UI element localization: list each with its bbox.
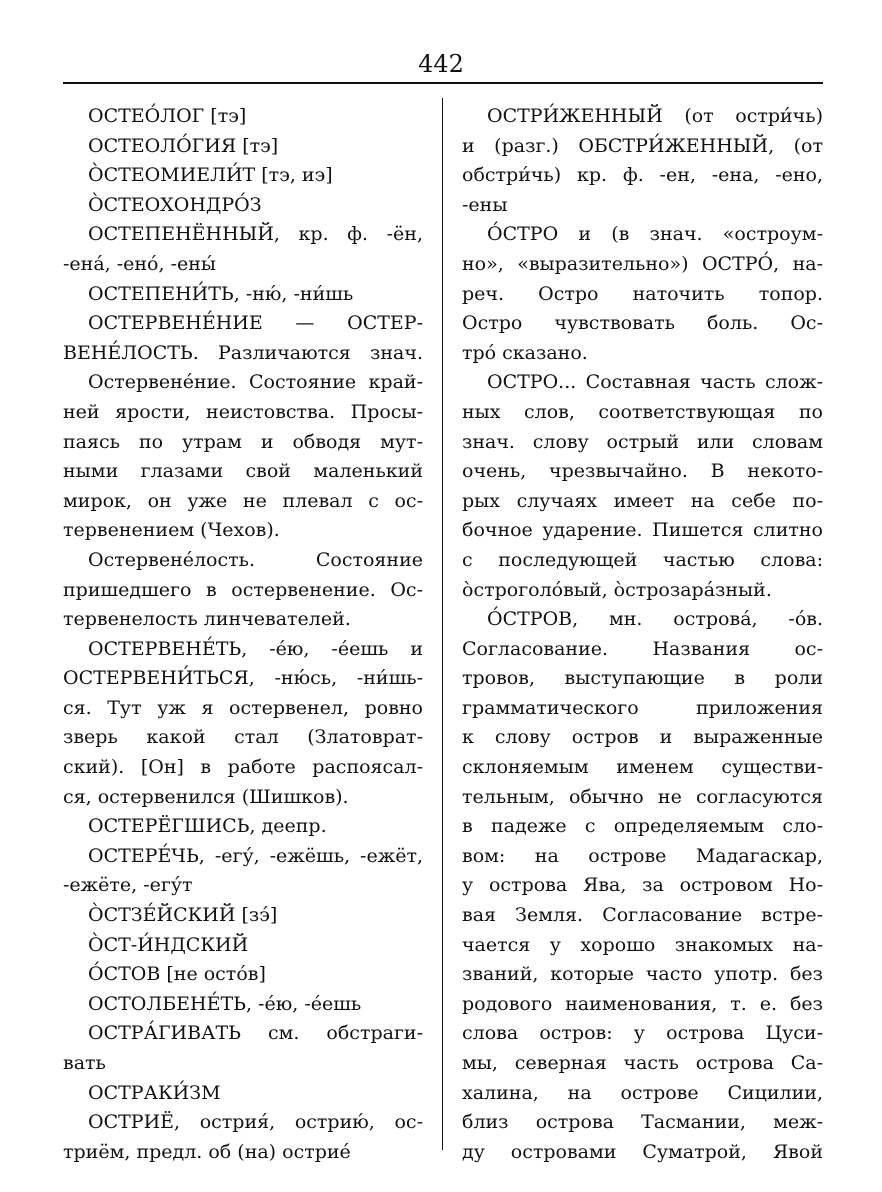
text-line: мы, северная часть острова Са- [462, 1052, 823, 1074]
left-column [63, 102, 423, 1167]
text-line: -ены [462, 193, 508, 216]
text-line: ОСТРАКИ́ЗМ [88, 1081, 221, 1104]
text-line: Согласование. Названия ос- [462, 637, 823, 660]
text-line: ся. Тут уж я остервенел, ровно [63, 696, 423, 719]
text-line: ными глазами свой маленький [63, 460, 423, 483]
text-line: ОСТЕРВЕНЕ́ТЬ, -е́ю, -е́ешь и [88, 637, 423, 660]
text-line: рых случаях имеет на себе по- [462, 489, 823, 512]
text-line: ОСТЕО́ЛОГ [тэ] [88, 105, 247, 127]
text-line: в падеже с определяемым сло- [462, 815, 823, 838]
text-line: реч. Остро наточить топор. [462, 282, 823, 305]
text-line: ОСТЕРЕ́ЧЬ, -егу́, -ежёшь, -ежёт, [88, 844, 423, 867]
text-line: близ острова Тасмании, меж- [462, 1111, 823, 1134]
text-line: тервенением (Чехов). [63, 519, 280, 542]
text-line: и (разг.) ОБСТРИ́ЖЕННЫЙ, (от [462, 134, 823, 157]
right-column [462, 102, 823, 1167]
text-line: ОСТРА́ГИВАТЬ см. обстраги- [88, 1022, 423, 1045]
text-line: Остервене́ние. Состояние край- [88, 371, 423, 394]
text-line: -ена́, -ено́, -ены́ [63, 252, 217, 275]
text-line: грамматического приложения [462, 696, 823, 719]
text-line: триём, предл. об (на) остриé [63, 1140, 351, 1163]
text-line: к слову остров и выраженные [462, 726, 823, 749]
text-line: обстри́чь) кр. ф. -ен, -ена, -ено, [462, 164, 823, 187]
text-line: халина, на острове Сицилии, [462, 1081, 823, 1104]
text-line: склоняемым именем существи- [462, 756, 823, 779]
text-line: вать [63, 1052, 106, 1074]
text-line: ОСТОЛБЕНЕ́ТЬ, -е́ю, -е́ешь [88, 992, 362, 1015]
text-line: очень, чрезвычайно. В некото- [462, 460, 823, 483]
text-line: ВЕНЕ́ЛОСТЬ. Различаются знач. [63, 341, 423, 364]
text-line: ский). [Он] в работе распоясал- [63, 756, 423, 779]
text-line: Остро чувствовать боль. Ос- [462, 312, 823, 335]
text-line: Остервене́лость. Состояние [88, 548, 423, 571]
text-line: ОСТЕПЕНИ́ТЬ, -ню́, -ни́шь [88, 282, 354, 305]
text-line: мирок, он уже не плевал с ос- [63, 489, 423, 512]
text-line: ду островами Суматрой, Явой [462, 1140, 823, 1163]
text-line: у острова Ява, за островом Но- [462, 874, 823, 897]
text-line: слова остров: у острова Цуси- [462, 1022, 823, 1045]
text-line: вая Земля. Согласование встре- [462, 904, 823, 927]
text-line: знач. слову острый или словам [462, 430, 823, 453]
text-line: родового наименования, т. е. без [462, 992, 823, 1015]
column-divider [442, 98, 443, 1150]
text-line: званий, которые часто употр. без [462, 963, 823, 986]
text-line: ся, остервенился (Шишков). [63, 785, 349, 808]
text-line: тровов, выступающие в роли [462, 667, 823, 690]
text-line: О́СТОВ [не осто́в] [88, 963, 266, 986]
text-line: бочное ударение. Пишется слитно [462, 519, 823, 542]
text-line: ных слов, соответствующая по [462, 400, 823, 423]
page-number: 442 [418, 50, 464, 78]
text-line: паясь по утрам и обводя мут- [63, 430, 423, 453]
text-line: вом: на острове Мадагаскар, [462, 844, 823, 867]
text-line: чается у хорошо знакомых на- [462, 933, 823, 956]
text-line: -ежёте, -егу́т [63, 874, 193, 897]
text-line: зверь какой стал (Златоврат- [63, 726, 423, 749]
text-line: ОСТРО... Составная часть слож- [487, 371, 823, 394]
text-line: ОСТЕРВЕНИ́ТЬСЯ, -ню́сь, -ни́шь- [63, 667, 423, 690]
text-line: О̀СТЗЕ́ЙСКИЙ [зэ́] [88, 904, 278, 927]
header-rule [63, 82, 823, 84]
text-line: тельным, обычно не согласуются [462, 785, 823, 808]
text-line: с последующей частью слова: [462, 548, 823, 571]
text-line: ОСТЕРВЕНЕ́НИЕ — ОСТЕР- [88, 312, 423, 335]
text-line: ОСТЕРЁГШИСЬ, деепр. [88, 815, 327, 838]
text-line: ней ярости, неистовства. Просы- [63, 400, 423, 423]
text-line: но», «выразительно») ОСТРО́, на- [462, 252, 823, 275]
text-line: О̀СТ-И́НДСКИЙ [88, 933, 249, 956]
text-line: ОСТЕПЕНЁННЫЙ, кр. ф. -ён, [88, 223, 423, 246]
text-line: тервенелость линчевателей. [63, 608, 351, 631]
text-line: тро́ сказано. [462, 341, 588, 364]
text-line: пришедшего в остервенение. Ос- [63, 578, 423, 601]
text-line: О́СТРОВ, мн. острова́, -о́в. [487, 608, 823, 631]
text-line: О̀СТЕОХОНДРО́З [88, 193, 262, 216]
text-line: ОСТРИ́ЖЕННЫЙ (от остри́чь) [487, 105, 823, 127]
text-line: О́СТРО и (в знач. «остроум- [487, 223, 823, 246]
text-line: ОСТЕОЛО́ГИЯ [тэ] [88, 134, 279, 157]
text-line: О̀СТЕОМИЕЛИ́Т [тэ, иэ] [88, 164, 333, 187]
text-line: о̀строголо́вый, о̀строзара́зный. [462, 578, 772, 601]
text-line: ОСТРИЁ, острия́, острию́, ос- [88, 1111, 423, 1134]
